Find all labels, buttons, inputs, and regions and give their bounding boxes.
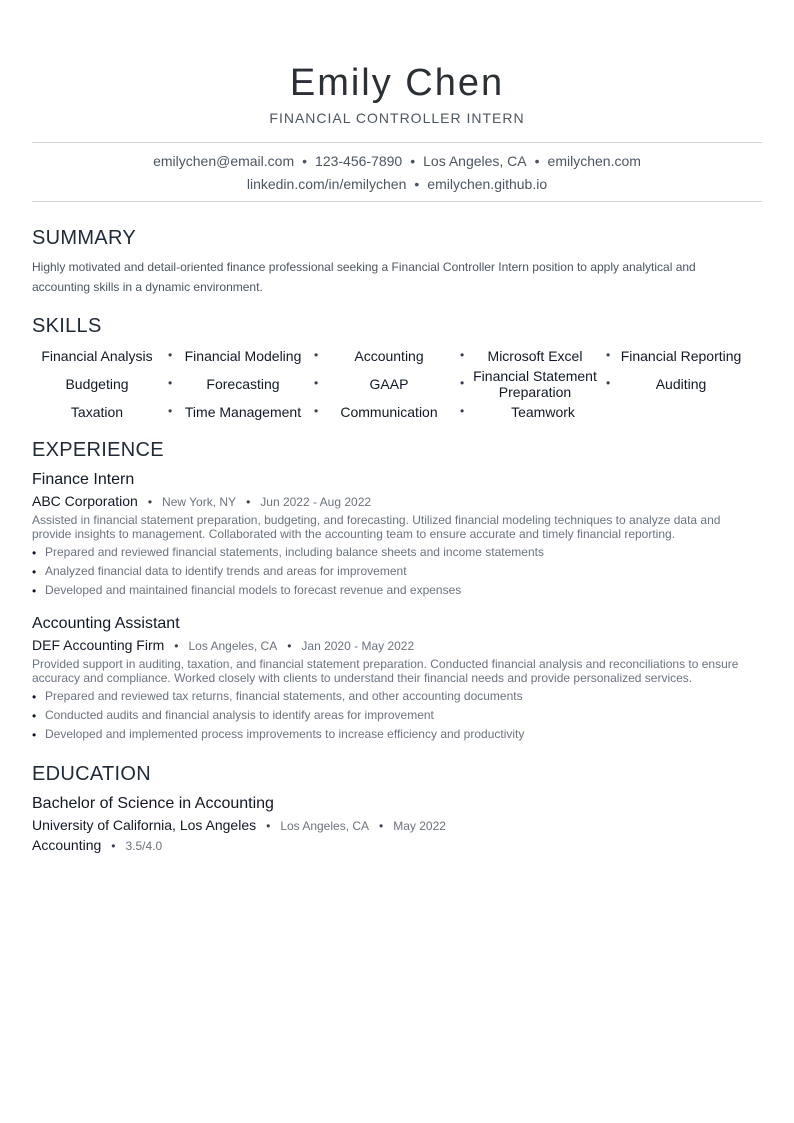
job-company: DEF Accounting Firm — [32, 637, 165, 653]
separator-dot: • — [287, 639, 292, 653]
skill-item: Accounting — [354, 348, 424, 364]
skill-item: Forecasting — [206, 376, 280, 392]
degree-title: Bachelor of Science in Accounting — [32, 795, 274, 812]
skill-item: Time Management — [184, 404, 302, 420]
skill-item: Financial Analysis — [41, 348, 153, 364]
skill-item: Communication — [340, 404, 438, 420]
skills-heading: SKILLS — [32, 315, 102, 337]
separator-dot: • — [410, 153, 416, 169]
skill-item: Teamwork — [511, 404, 575, 420]
job-location: Los Angeles, CA — [188, 639, 278, 653]
job-description: Provided support in auditing, taxation, and financial statement preparation. Conducted financial analysis and reconciliations to ensure accuracy and compliance. Worked closely with clients to understand their financial needs and provide personalized services. — [32, 657, 739, 685]
skill-item: Financial Modeling — [184, 348, 302, 364]
education-heading: EDUCATION — [32, 763, 151, 785]
graduation-date: May 2022 — [393, 819, 446, 833]
candidate-name: Emily Chen — [289, 62, 505, 104]
separator-dot: • — [111, 839, 116, 853]
list-item: • Prepared and reviewed tax returns, financial statements, and other accounting documents — [32, 689, 762, 708]
separator-dot: • — [379, 819, 384, 833]
job-company: ABC Corporation — [32, 493, 138, 509]
header-divider-top — [32, 142, 762, 143]
skill-item: Financial Reporting — [620, 348, 742, 364]
job-description: Assisted in financial statement preparation, budgeting, and forecasting. Utilized financial modeling techniques to analyze data and provide insights to management. Collaborated with the accounting team to ensure accurate and timely financial reporting. — [32, 513, 721, 541]
contact-email[interactable]: emilychen@email.com — [153, 153, 295, 169]
contact-website[interactable]: emilychen.com — [547, 153, 641, 169]
job-bullets — [32, 689, 762, 746]
skills-row: Taxation • Time Management • Communication • Teamwork — [24, 398, 762, 426]
list-item: • Developed and implemented process improvements to increase efficiency and productivity — [32, 727, 762, 746]
job-dates: Jun 2022 - Aug 2022 — [260, 495, 372, 509]
contact-line-2 — [0, 176, 794, 192]
contact-phone[interactable]: 123-456-7890 — [315, 153, 403, 169]
job-meta — [32, 637, 414, 653]
skill-item: GAAP — [369, 376, 409, 392]
school-name: University of California, Los Angeles — [32, 817, 257, 833]
job-meta — [32, 493, 371, 509]
skill-item: Microsoft Excel — [487, 348, 583, 364]
contact-location: Los Angeles, CA — [423, 153, 527, 169]
job-location: New York, NY — [162, 495, 237, 509]
school-location: Los Angeles, CA — [280, 819, 370, 833]
candidate-title: FINANCIAL CONTROLLER INTERN — [269, 110, 525, 126]
list-item: • Conducted audits and financial analysis to identify areas for improvement — [32, 708, 762, 727]
list-item: • Developed and maintained financial models to forecast revenue and expenses — [32, 583, 762, 602]
separator-dot: • — [266, 819, 271, 833]
skills-row: Financial Analysis • Financial Modeling • Accounting • Microsoft Excel • Financial Reporting — [24, 342, 762, 370]
separator-dot: • — [174, 639, 179, 653]
header-divider-bottom — [32, 201, 762, 202]
skill-item: Taxation — [70, 404, 124, 420]
separator-dot: • — [147, 495, 153, 509]
separator-dot: • — [534, 153, 540, 169]
gpa: 3.5/4.0 — [125, 839, 163, 853]
education-major-row — [32, 837, 162, 853]
separator-dot: • — [414, 176, 420, 192]
separator-dot: • — [302, 153, 308, 169]
list-item: • Analyzed financial data to identify trends and areas for improvement — [32, 564, 762, 583]
job-title: Finance Intern — [32, 471, 135, 488]
summary-text: Highly motivated and detail-oriented finance professional seeking a Financial Controller Intern position to apply analytical and accounting skills in a dynamic environment. — [32, 260, 696, 294]
skill-item: Auditing — [655, 376, 707, 392]
job-title: Accounting Assistant — [32, 615, 180, 632]
experience-heading: EXPERIENCE — [32, 439, 164, 461]
education-meta — [32, 817, 446, 833]
skills-row: Budgeting • Forecasting • GAAP • Financial Statement Preparation • Auditing — [24, 370, 762, 398]
job-bullets — [32, 545, 762, 602]
skills-grid — [24, 342, 762, 426]
separator-dot: • — [246, 495, 251, 509]
summary-heading: SUMMARY — [32, 227, 136, 249]
contact-linkedin[interactable]: linkedin.com/in/emilychen — [246, 176, 407, 192]
major: Accounting — [32, 837, 102, 853]
skill-item: Financial Statement Preparation — [473, 368, 597, 400]
skill-item: Budgeting — [65, 376, 129, 392]
job-dates: Jan 2020 - May 2022 — [301, 639, 415, 653]
list-item: • Prepared and reviewed financial statements, including balance sheets and income statements — [32, 545, 762, 564]
contact-line-1 — [0, 153, 794, 169]
contact-github[interactable]: emilychen.github.io — [427, 176, 548, 192]
